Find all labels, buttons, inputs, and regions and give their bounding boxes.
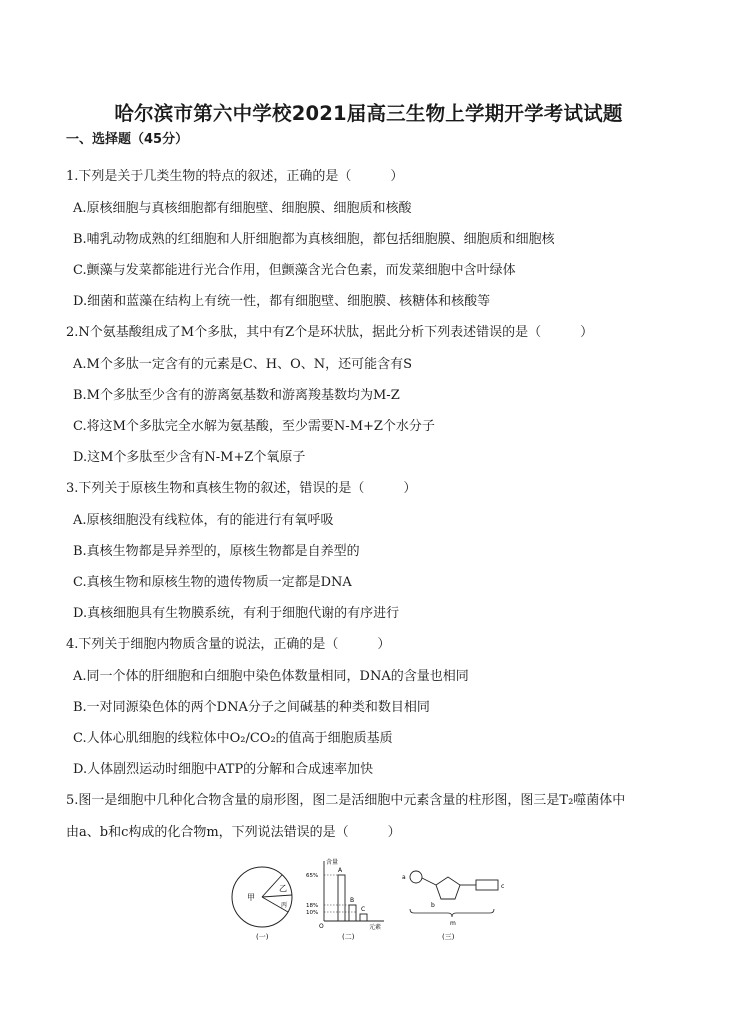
option-1d: D.细菌和蓝藻在结构上有统一性，都有细胞壁、细胞膜、核糖体和核酸等 [73,294,491,309]
option-4a: A.同一个体的肝细胞和白细胞中染色体数量相同，DNA的含量也相同 [73,669,469,684]
bar-a [338,875,345,921]
bar-label-a: A [338,867,343,874]
page-title: 哈尔滨市第六中学校2021届高三生物上学期开学考试试题 [114,102,623,125]
option-3a: A.原核细胞没有线粒体，有的能进行有氧呼吸 [73,513,334,528]
question-5-continued: 由a、b和c构成的化合物m，下列说法错误的是（ ） [66,825,401,840]
caption-2: (二) [342,933,355,941]
option-3d: D.真核细胞具有生物膜系统，有利于细胞代谢的有序进行 [73,606,400,621]
pie-chart [232,867,292,941]
bar-b [349,905,356,921]
x-axis-label: 元素 [369,924,382,931]
bar-label-b: B [350,897,355,904]
tick-10: 10% [306,910,319,916]
figure-svg [226,855,526,955]
option-2d: D.这M个多肽至少含有N-M+Z个氧原子 [73,450,306,465]
mol-label-b: b [431,902,435,909]
pie-label-yi: 乙 [279,884,287,893]
option-3b: B.真核生物都是异养型的，原核生物都是自养型的 [73,544,360,559]
bar-label-c: C [361,906,366,913]
option-1c: C.颤藻与发菜都能进行光合作用，但颤藻含光合色素，而发菜细胞中含叶绿体 [73,263,516,278]
bond-line [422,878,436,885]
section-heading: 一、选择题（45分） [66,132,189,147]
origin-label: O [319,923,324,930]
question-4: 4.下列关于细胞内物质含量的说法，正确的是（ ） [66,637,391,652]
tick-65: 65% [306,873,319,879]
mol-label-a: a [402,874,406,881]
tick-18: 18% [306,903,319,909]
question-1: 1.下列是关于几类生物的特点的叙述，正确的是（ ） [66,169,404,184]
bar-chart [306,858,384,941]
bar-c [360,914,367,921]
caption-3: (三) [442,933,455,941]
base-rect [476,880,498,890]
option-2b: B.M个多肽至少含有的游离氨基数和游离羧基数均为M-Z [73,388,400,403]
pie-label-bing: 丙 [281,902,288,909]
question-5: 5.图一是细胞中几种化合物含量的扇形图，图二是活细胞中元素含量的柱形图，图三是T₂噬菌体中 [66,793,626,808]
option-2a: A.M个多肽一定含有的元素是C、H、O、N，还可能含有S [73,357,413,372]
question-3: 3.下列关于原核生物和真核生物的叙述，错误的是（ ） [66,481,417,496]
option-1b: B.哺乳动物成熟的红细胞和人肝细胞都为真核细胞，都包括细胞膜、细胞质和细胞核 [73,232,555,247]
option-4d: D.人体剧烈运动时细胞中ATP的分解和合成速率加快 [73,762,374,777]
mol-label-m: m [450,920,456,927]
option-3c: C.真核生物和原核生物的遗传物质一定都是DNA [73,575,352,590]
pie-label-jia: 甲 [247,893,255,902]
mol-label-c: c [501,883,505,890]
sugar-pentagon [436,877,460,899]
pie-divider [262,895,292,897]
brace [410,909,494,917]
option-2c: C.将这M个多肽完全水解为氨基酸，至少需要N-M+Z个水分子 [73,419,435,434]
nucleotide-diagram [402,871,504,941]
caption-1: (一) [256,933,269,941]
phosphate-circle [410,871,422,883]
question-5-figure [226,855,526,955]
question-2: 2.N个氨基酸组成了M个多肽，其中有Z个是环状肽，据此分析下列表述错误的是（ ） [66,325,594,340]
option-4c: C.人体心肌细胞的线粒体中O₂/CO₂的值高于细胞质基质 [73,731,393,746]
option-4b: B.一对同源染色体的两个DNA分子之间碱基的种类和数目相同 [73,700,430,715]
option-1a: A.原核细胞与真核细胞都有细胞壁、细胞膜、细胞质和核酸 [73,201,412,216]
y-axis-label: 含量 [326,859,339,866]
